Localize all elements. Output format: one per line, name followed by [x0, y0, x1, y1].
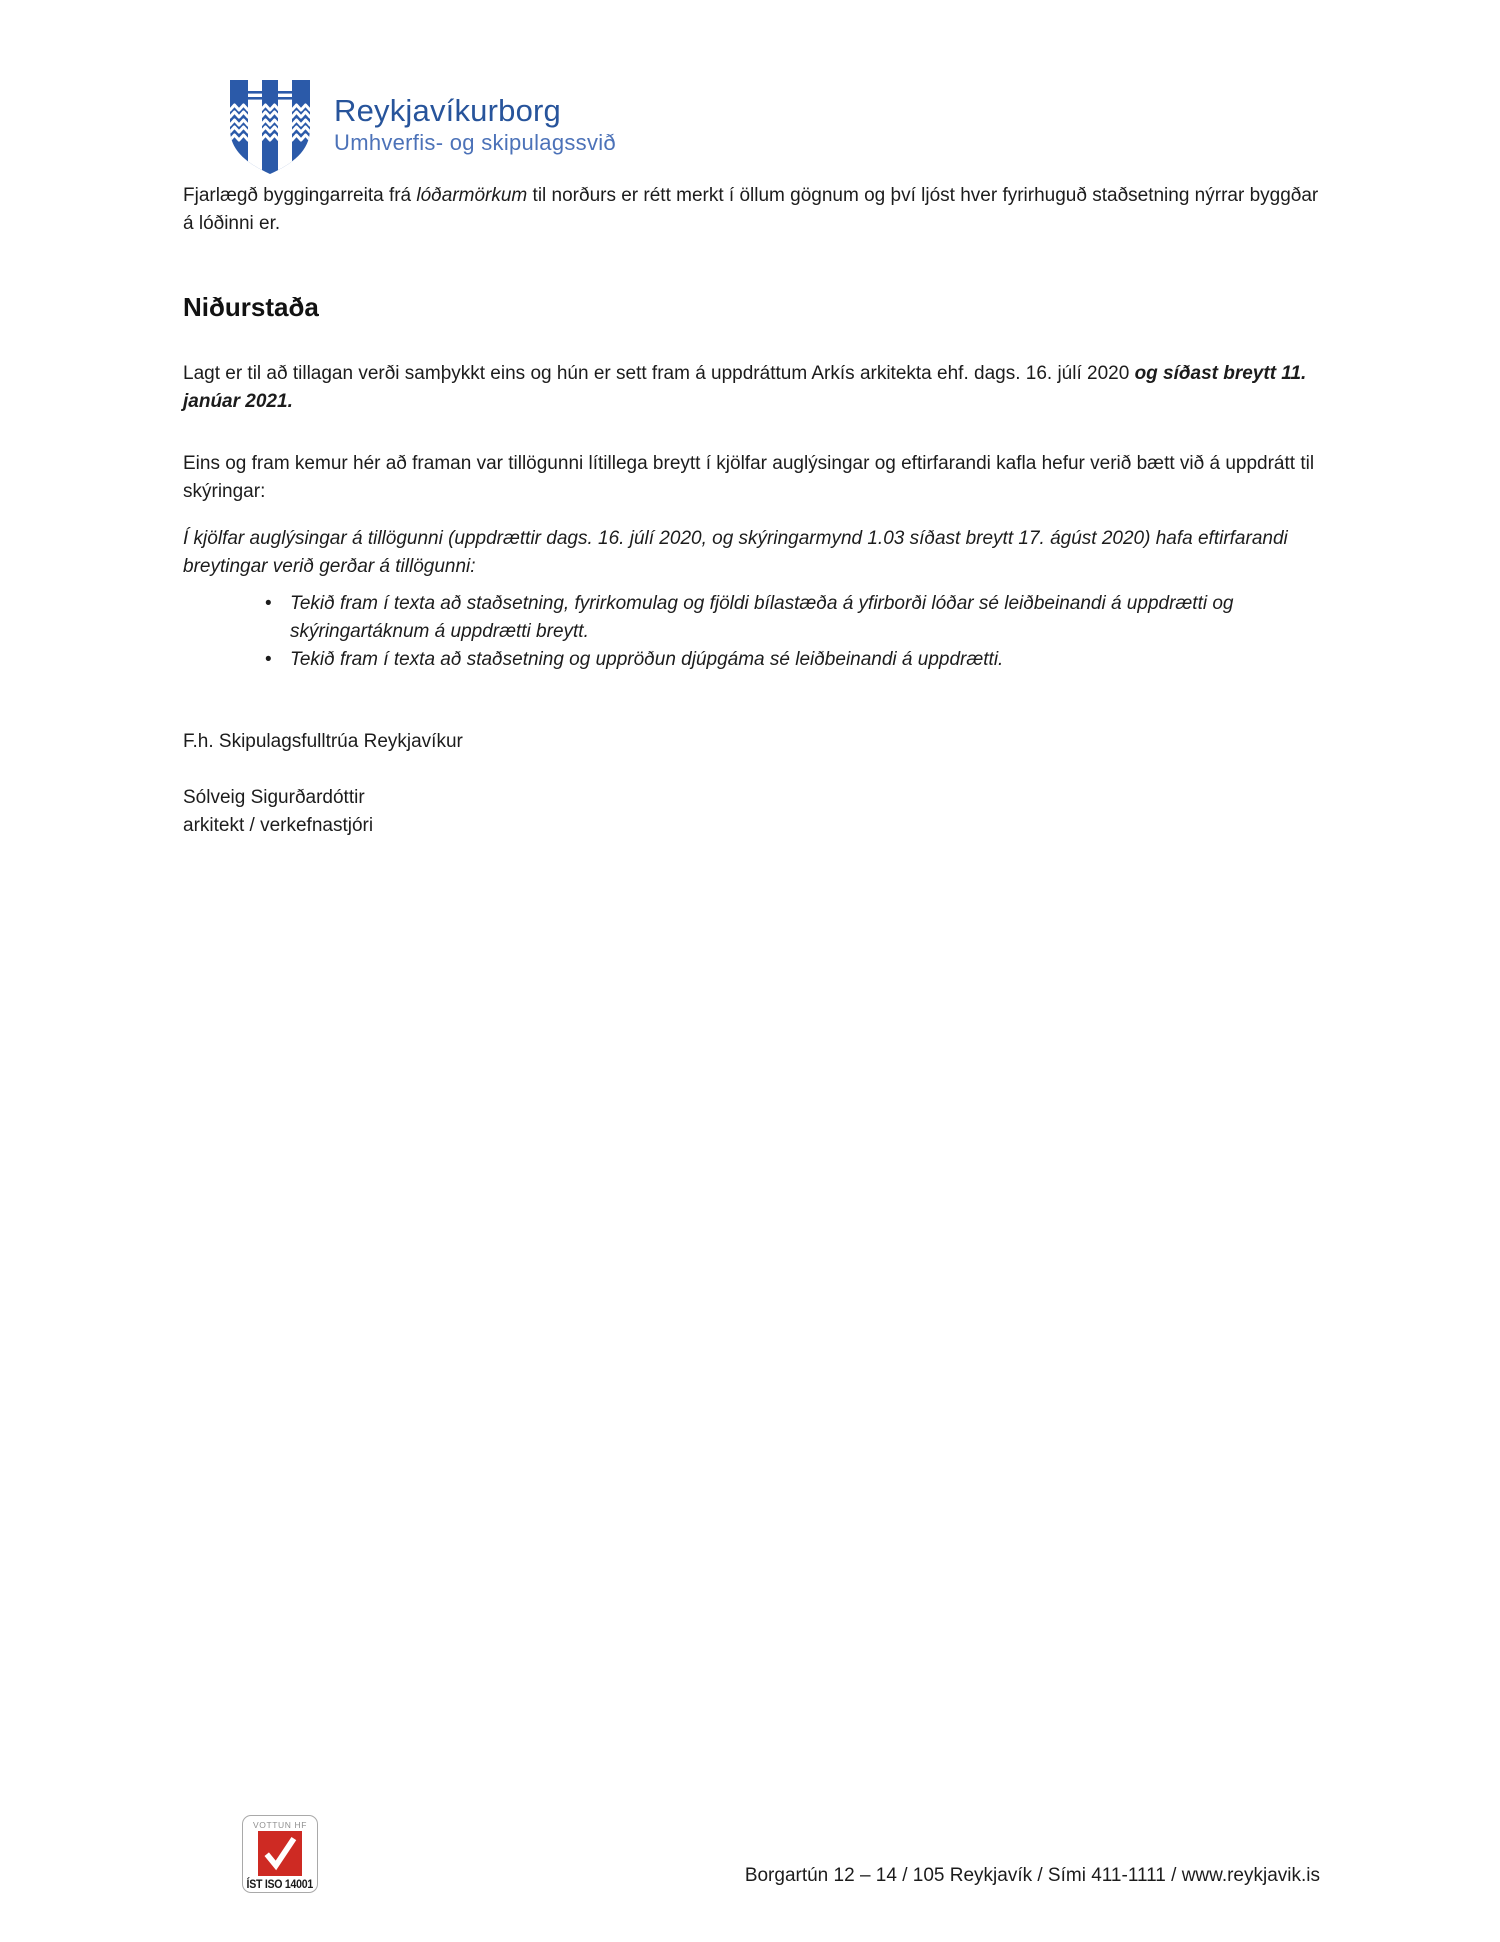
changes-paragraph: Eins og fram kemur hér að framan var tillögunni lítillega breytt í kjölfar auglýsingar og eftirfarandi kafla hefur verið bætt við á uppdrátt til skýringar:: [183, 453, 1315, 502]
signature-on-behalf: F.h. Skipulagsfulltrúa Reykjavíkur: [183, 731, 463, 752]
amendments-bullet-list: [183, 590, 1323, 674]
org-name: Reykjavíkurborg: [334, 93, 561, 128]
approval-paragraph: [183, 360, 1328, 416]
signatory-name: Sólveig Sigurðardóttir: [183, 787, 365, 808]
list-item: [183, 646, 1323, 674]
intro-italic-term: lóðarmörkum: [416, 185, 528, 206]
reykjavik-coat-of-arms-icon: [228, 78, 312, 176]
footer-contact-line: Borgartún 12 – 14 / 105 Reykjavík / Sími 411-1111 / www.reykjavik.is: [744, 1865, 1320, 1886]
intro-text-start: Fjarlægð byggingarreita frá: [183, 185, 417, 206]
amendments-intro-paragraph: Í kjölfar auglýsingar á tillögunni (uppdrættir dags. 16. júlí 2020, og skýringarmynd 1.03 síðast breytt 17. ágúst 2020) hafa eftirfarandi breytingar verið gerðar á tillögunni:: [183, 528, 1288, 577]
bullet-text: Tekið fram í texta að staðsetning og uppröðun djúpgáma sé leiðbeinandi á uppdrætti.: [290, 649, 1004, 670]
checkmark-icon: [262, 1836, 298, 1872]
bullet-icon: •: [265, 593, 272, 614]
certifier-label: VOTTUN HF: [252, 1820, 308, 1830]
org-department: Umhverfis- og skipulagssvið: [334, 130, 616, 155]
certification-mark: [258, 1831, 302, 1876]
signatory-role: arkitekt / verkefnastjóri: [183, 815, 374, 836]
section-heading: Niðurstaða: [183, 292, 319, 322]
certification-standard-label: ÍST ISO 14001: [246, 1877, 314, 1891]
intro-text-end: til norðurs er rétt merkt í öllum gögnum og því ljóst hver fyrirhuguð staðsetning nýrrar byggðar á lóðinni er.: [183, 185, 1319, 234]
bullet-text: Tekið fram í texta að staðsetning, fyrirkomulag og fjöldi bílastæða á yfirborði lóðar sé leiðbeinandi á uppdrætti og skýringartáknum á uppdrætti breytt.: [290, 593, 1234, 642]
list-item: [183, 590, 1323, 646]
org-logo-text: [334, 78, 616, 156]
intro-paragraph: [183, 182, 1328, 238]
iso-14001-certification-badge: [242, 1815, 318, 1893]
bullet-icon: •: [265, 649, 272, 670]
approval-text: Lagt er til að tillagan verði samþykkt eins og hún er sett fram á uppdráttum Arkís arkitekta ehf. dags. 16. júlí 2020: [183, 363, 1135, 384]
signature-block: [183, 784, 1328, 840]
approval-amendment-date: og síðast breytt 11. janúar 2021.: [183, 363, 1307, 412]
org-logo: [228, 78, 616, 176]
